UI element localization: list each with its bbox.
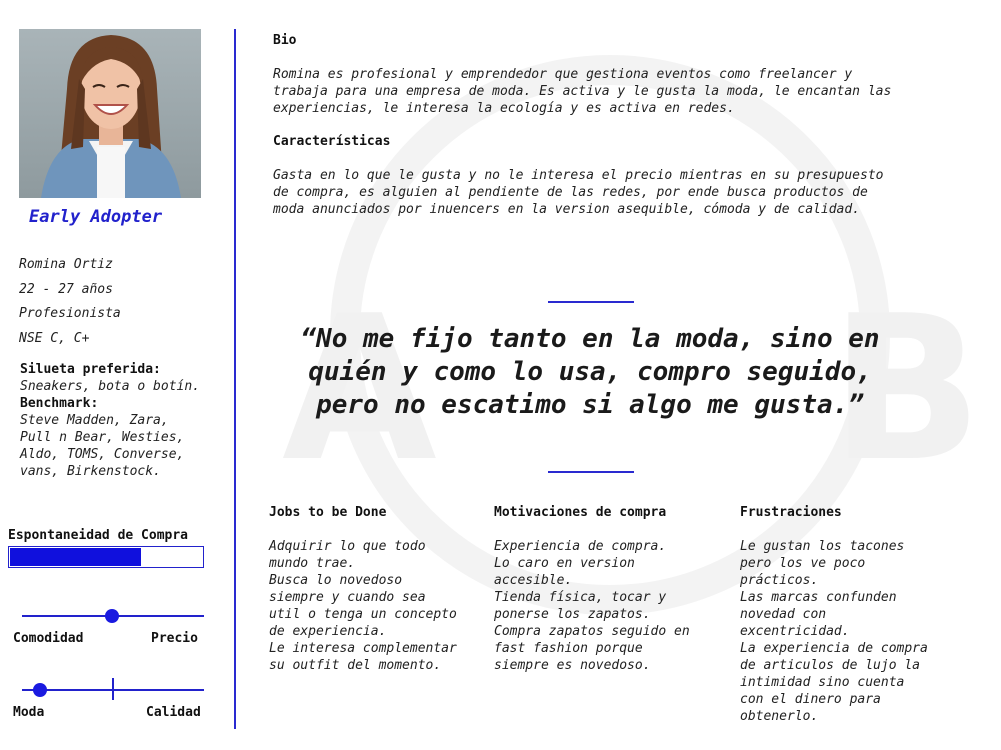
comodidad-precio-knob [105,609,119,623]
persona-preferences [20,361,232,480]
persona-age: 22 - 27 años [19,282,113,297]
persona-photo-illustration [19,29,201,198]
frustraciones-line: Las marcas confunden [740,590,897,605]
benchmark-line: Pull n Bear, Westies, [20,430,185,445]
quote-bottom-rule [548,471,634,473]
frustraciones-line: excentricidad. [740,624,850,639]
bio-line: experiencias, le interesa la ecología y es activa en redes. [273,101,735,116]
persona-occupation: Profesionista [19,306,121,321]
motivaciones-line: ponerse los zapatos. [494,607,651,622]
persona-title: Early Adopter [29,207,163,227]
bio-line: Romina es profesional y emprendedor que gestiona eventos como freelancer y [273,67,853,82]
motivaciones-line: siempre es novedoso. [494,658,651,673]
benchmark-line: vans, Birkenstock. [20,464,161,479]
caracteristicas-line: de compra, es alguien al pendiente de las redes, por ende busca productos de [273,185,868,200]
espontaneidad-label: Espontaneidad de Compra [8,528,189,543]
motivaciones-heading: Motivaciones de compra [494,505,667,520]
quote-top-rule [548,301,634,303]
silueta-label: Silueta preferida: [20,362,161,377]
jobs-line: util o tenga un concepto [269,607,457,622]
caracteristicas-text [273,167,963,218]
caracteristicas-line: Gasta en lo que le gusta y no le interesa el precio mientras en su presupuesto [273,168,884,183]
jobs-line: Busca lo novedoso [269,573,403,588]
benchmark-line: Aldo, TOMS, Converse, [20,447,185,462]
frustraciones-line: intimidad sino cuenta [740,675,905,690]
frustraciones-line: La experiencia de compra [740,641,928,656]
caracteristicas-line: moda anunciados por inuencers en la version asequible, cómoda y de calidad. [273,202,860,217]
benchmark-line: Steve Madden, Zara, [20,413,169,428]
moda-label: Moda [13,705,45,720]
motivaciones-line: Experiencia de compra. [494,539,667,554]
motivaciones-line: Lo caro en version [494,556,635,571]
jobs-line: mundo trae. [269,556,356,571]
comodidad-label: Comodidad [13,631,84,646]
bio-heading: Bio [273,33,297,48]
quote-line: “No me fijo tanto en la moda, sino en [300,324,880,354]
persona-photo [19,29,201,198]
frustraciones-column [740,504,970,725]
frustraciones-line: con el dinero para [740,692,881,707]
persona-name: Romina Ortiz [19,257,113,272]
motivaciones-column [494,504,724,674]
jobs-heading: Jobs to be Done [269,505,387,520]
jobs-line: Adquirir lo que todo [269,539,426,554]
motivaciones-line: accesible. [494,573,573,588]
silueta-value: Sneakers, bota o botín. [20,379,201,394]
vertical-divider [234,29,236,729]
jobs-line: de experiencia. [269,624,387,639]
quote-line: pero no escatimo si algo me gusta.” [316,390,864,420]
frustraciones-line: obtenerlo. [740,709,819,724]
motivaciones-line: Tienda física, tocar y [494,590,667,605]
quote-line: quién y como lo usa, compro seguido, [308,357,872,387]
persona-quote [270,323,910,422]
moda-calidad-knob [33,683,47,697]
frustraciones-line: Le gustan los tacones [740,539,905,554]
motivaciones-line: fast fashion porque [494,641,643,656]
calidad-label: Calidad [146,705,201,720]
frustraciones-heading: Frustraciones [740,505,842,520]
frustraciones-line: de articulos de lujo la [740,658,921,673]
motivaciones-line: Compra zapatos seguido en [494,624,690,639]
jobs-column [269,504,489,674]
benchmark-label: Benchmark: [20,396,99,411]
frustraciones-line: prácticos. [740,573,819,588]
frustraciones-line: novedad con [740,607,827,622]
moda-calidad-center-tick [112,678,114,700]
watermark-letter-a: A [282,273,437,506]
jobs-line: Le interesa complementar [269,641,457,656]
caracteristicas-heading: Características [273,134,391,149]
frustraciones-line: pero los ve poco [740,556,866,571]
persona-nse: NSE C, C+ [19,331,90,346]
bio-line: trabaja para una empresa de moda. Es activa y le gusta la moda, le encantan las [273,84,892,99]
espontaneidad-bar-fill [10,548,141,566]
precio-label: Precio [151,631,198,646]
bio-text [273,66,963,117]
jobs-line: su outfit del momento. [269,658,442,673]
watermark-letter-b: B [830,273,983,506]
jobs-line: siempre y cuando sea [269,590,426,605]
